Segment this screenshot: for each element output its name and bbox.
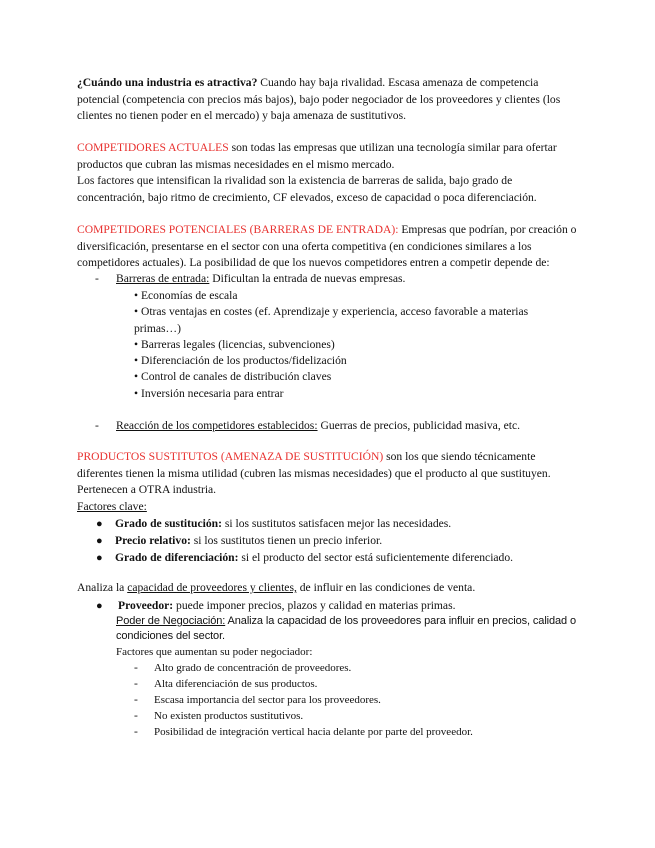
dash-marker: - [95, 272, 99, 285]
dash-marker: - [134, 677, 138, 690]
barrera-item: • Otras ventajas en costes (ef. Aprendizaje y experiencia, acceso favorable a materias primas…) [134, 305, 529, 335]
reaccion-label: Reacción de los competidores establecidos: [116, 419, 318, 432]
factor-poder-item: Escasa importancia del sector para los proveedores. [154, 694, 381, 706]
bullet-marker: ● [96, 600, 103, 612]
bullet-marker: ● [96, 552, 103, 564]
factor-poder-item: Alta diferenciación de sus productos. [154, 678, 318, 690]
competidores-potenciales-paragraph [77, 222, 577, 272]
dash-marker: - [134, 725, 138, 738]
rivalidad-factores-text: Los factores que intensifican la rivalidad son la existencia de barreras de salida, bajo grado de concentración, bajo ritmo de crecimiento, CF elevados, exceso de capacidad o poca diferenciación. [77, 174, 537, 204]
proveedor-text: puede imponer precios, plazos y calidad en materias primas. [173, 599, 456, 612]
dash-marker: - [134, 709, 138, 722]
competidores-actuales-paragraph [77, 140, 577, 173]
factor-clave-item [115, 550, 513, 567]
factor-clave-label: Grado de sustitución: [115, 517, 222, 530]
poder-negociacion-text: Analiza la capacidad de los proveedores para influir en precios, calidad o condiciones del sector. [116, 615, 577, 642]
factores-clave-label: Factores clave: [77, 500, 147, 513]
barrera-item: • Barreras legales (licencias, subvenciones) [134, 338, 335, 351]
intro-question: ¿Cuándo una industria es atractiva? [77, 76, 258, 89]
bullet-marker: ● [96, 518, 103, 530]
dash-marker: - [134, 693, 138, 706]
factor-clave-text: si los sustitutos tienen un precio inferior. [190, 534, 383, 547]
factor-clave-item [115, 516, 451, 533]
competidores-potenciales-text: Empresas que podrían, por creación o diversificación, presentarse en el sector con una oferta competitiva (en condiciones similares a los competidores actuales). La posibilidad de que los nuevos competidores entren a competir depende de: [77, 223, 577, 270]
factor-poder-item: Posibilidad de integración vertical hacia delante por parte del proveedor. [154, 726, 473, 738]
proveedores-intro-post: de influir en las condiciones de venta. [296, 581, 476, 594]
proveedor-label: Proveedor: [118, 599, 174, 612]
competidores-actuales-title: COMPETIDORES ACTUALES [77, 141, 229, 154]
reaccion-text: Guerras de precios, publicidad masiva, etc. [317, 419, 521, 432]
rivalidad-factores-paragraph [77, 173, 577, 206]
barrera-item: • Inversión necesaria para entrar [134, 387, 284, 400]
factor-clave-text: si los sustitutos satisfacen mejor las necesidades. [221, 517, 452, 530]
barrera-item: • Diferenciación de los productos/fidelización [134, 354, 347, 367]
intro-paragraph [77, 75, 577, 125]
factor-clave-item [115, 533, 382, 550]
bullet-marker: ● [96, 535, 103, 547]
factor-poder-item: Alto grado de concentración de proveedores. [154, 662, 352, 674]
barreras-entrada-text: Dificultan la entrada de nuevas empresas. [209, 272, 406, 285]
proveedores-intro-line [77, 580, 475, 597]
factor-clave-label: Precio relativo: [115, 534, 191, 547]
competidores-potenciales-title: COMPETIDORES POTENCIALES (BARRERAS DE ENTRADA): [77, 223, 399, 236]
barreras-entrada-line [116, 271, 405, 288]
factor-clave-text: si el producto del sector está suficientemente diferenciado. [238, 551, 514, 564]
barreras-entrada-label: Barreras de entrada: [116, 272, 210, 285]
proveedor-line [118, 598, 456, 615]
intro-text: Cuando hay baja rivalidad. Escasa amenaza de competencia potencial (competencia con precios más bajos), bajo poder negociador de los proveedores y clientes (los clientes no tienen poder en el mercado) y baja amenaza de sustitutivos. [77, 76, 561, 123]
poder-negociacion-label: Poder de Negociación: [116, 615, 226, 627]
productos-sustitutos-title: PRODUCTOS SUSTITUTOS (AMENAZA DE SUSTITUCIÓN) [77, 450, 384, 463]
reaccion-line [116, 418, 520, 435]
productos-sustitutos-text: son los que siendo técnicamente diferentes tienen la misma utilidad (cubren las mismas necesidades) que el producto al que sustituyen. Pertenecen a OTRA industria. [77, 450, 551, 497]
factor-poder-item: No existen productos sustitutivos. [154, 710, 304, 722]
proveedores-intro-pre: Analiza la [77, 581, 128, 594]
proveedores-intro-underlined: capacidad de proveedores y clientes, [127, 581, 297, 594]
poder-negociacion-paragraph [116, 614, 586, 644]
dash-marker: - [134, 661, 138, 674]
factor-clave-label: Grado de diferenciación: [115, 551, 239, 564]
dash-marker: - [95, 419, 99, 432]
competidores-actuales-text: son todas las empresas que utilizan una tecnología similar para ofertar productos que cubran las mismas necesidades en el mismo mercado. [77, 141, 557, 171]
barrera-item: • Economías de escala [134, 289, 238, 302]
barrera-item: • Control de canales de distribución claves [134, 370, 332, 383]
productos-sustitutos-paragraph [77, 449, 577, 499]
factores-poder-intro: Factores que aumentan su poder negociador: [116, 646, 313, 658]
